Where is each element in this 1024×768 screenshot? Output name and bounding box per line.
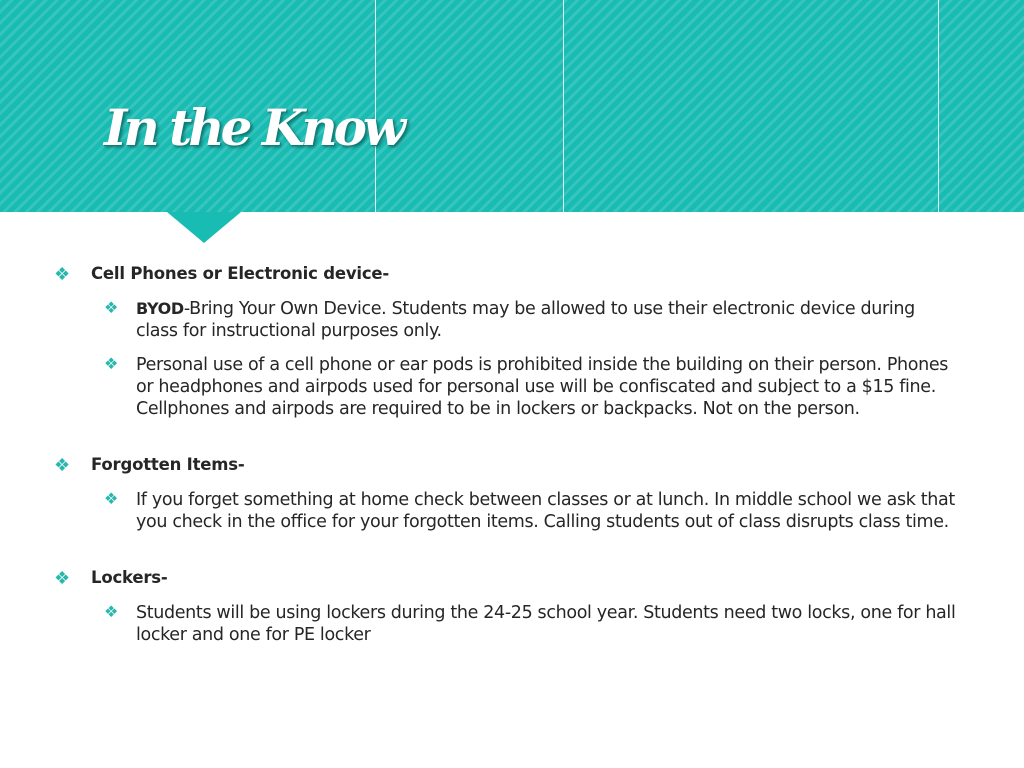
- byod-description: -Bring Your Own Device. Students may be allowed to use their electronic device during class for instructional purposes only.: [136, 299, 915, 341]
- section-heading-cell-phones: Cell Phones or Electronic device-: [91, 264, 390, 283]
- diamond-bullet-icon: ❖: [104, 491, 119, 508]
- list-item-personal-use: Personal use of a cell phone or ear pods is prohibited inside the building on their person. Phones or headphones and airpods used for personal use will be confiscated and subject to a $15 fine. Cellphones and airpods are required to be in lockers or backpacks. Not on the person.: [136, 355, 949, 419]
- diamond-bullet-icon: ❖: [54, 568, 71, 588]
- section-heading-forgotten-items: Forgotten Items-: [91, 455, 245, 474]
- diamond-bullet-icon: ❖: [54, 455, 71, 475]
- diamond-bullet-icon: ❖: [54, 264, 71, 284]
- diamond-bullet-icon: ❖: [104, 356, 119, 373]
- list-item-byod: [136, 298, 956, 342]
- diamond-bullet-icon: ❖: [104, 300, 119, 317]
- slide-title: In the Know: [104, 98, 403, 157]
- list-item-forgotten: If you forget something at home check between classes or at lunch. In middle school we ask that you check in the office for your forgotten items. Calling students out of class disrupts class time.: [136, 490, 955, 532]
- section-heading-lockers: Lockers-: [91, 568, 168, 587]
- byod-label: BYOD: [136, 299, 184, 318]
- diamond-bullet-icon: ❖: [104, 604, 119, 621]
- list-item-lockers: Students will be using lockers during the 24-25 school year. Students need two locks, one for hall locker and one for PE locker: [136, 603, 956, 645]
